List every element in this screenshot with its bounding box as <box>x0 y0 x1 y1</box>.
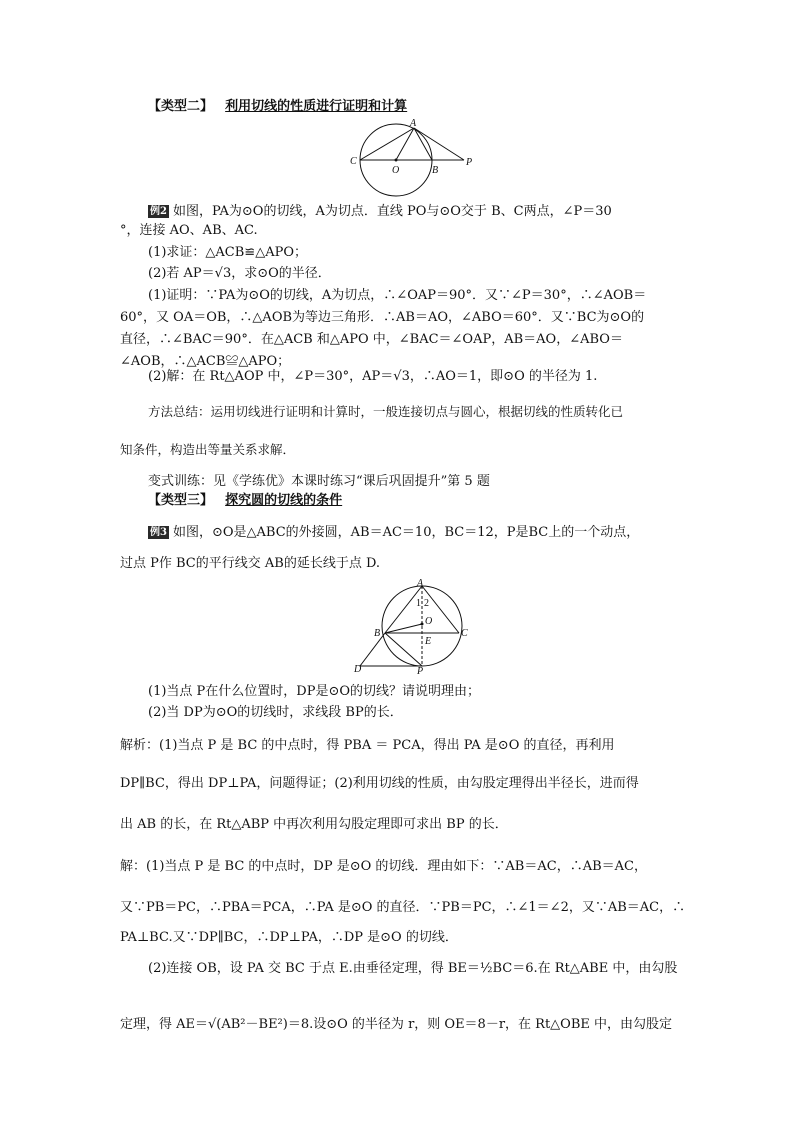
variant-training: 变式训练：见《学练优》本课时练习“课后巩固提升”第 5 题 <box>148 474 490 489</box>
center-dot <box>421 623 424 626</box>
example2-solution-5: (2)解：在 Rt△AOP 中，∠P＝30°，AP＝√3，∴AO＝1，即⊙O 的半径为 1. <box>148 369 598 384</box>
answer-2: 又∵PB＝PC，∴PBA＝PCA，∴PA 是⊙O 的直径．∵PB＝PC，∴∠1＝∠2，又∵AB＝AC，∴ <box>120 900 686 915</box>
example2-solution-4: ∠AOB，∴△ACB≌△APO； <box>120 354 291 369</box>
label-c: C <box>350 156 357 167</box>
example3-line1: 例3 如图，⊙O是△ABC的外接圆，AB＝AC＝10，BC＝12，P是BC上的一个动点， <box>150 525 640 540</box>
example2-q2: (2)若 AP＝√3，求⊙O的半径． <box>148 266 331 281</box>
label-a: A <box>417 578 424 589</box>
example2-solution-3: 直径，∴∠BAC＝90°．在△ACB 和△APO 中，∠BAC＝∠OAP，AB＝AO，∠ABO＝ <box>120 332 623 347</box>
example2-line1: 例2 如图，PA为⊙O的切线，A为切点．直线 PO与⊙O交于 B、C两点，∠P＝30 <box>150 204 612 219</box>
label-b: B <box>432 165 439 176</box>
example-badge: 例3 <box>150 527 167 538</box>
figure-circumcircle <box>350 578 480 677</box>
section-title: 探究圆的切线的条件 <box>225 493 343 508</box>
analysis-1: 解析：(1)当点 P 是 BC 的中点时，得 PBA ＝ PCA，得出 PA 是⊙O 的直径，再利用 <box>120 738 615 753</box>
label-e: E <box>425 636 432 647</box>
label-angle-2: 2 <box>424 598 429 609</box>
analysis-2: DP∥BC，得出 DP⊥PA，问题得证；(2)利用切线的性质，由勾股定理得出半径长，进而得 <box>120 776 639 791</box>
label-d: D <box>354 664 362 675</box>
answer-5: 定理，得 AE＝√(AB²－BE²)＝8.设⊙O 的半径为 r，则 OE＝8－r，在 Rt△OBE 中，由勾股定 <box>120 1017 673 1032</box>
section-heading-type2 <box>148 98 407 116</box>
section-tag: 【类型二】 <box>148 99 214 114</box>
label-p: P <box>466 157 473 168</box>
line-ab <box>385 586 422 633</box>
label-o: O <box>425 616 433 627</box>
section-title: 利用切线的性质进行证明和计算 <box>225 99 408 114</box>
label-p: P <box>417 666 424 677</box>
example2-line2: °，连接 AO、AB、AC. <box>120 223 258 238</box>
method-summary-1: 方法总结：运用切线进行证明和计算时，一般连接切点与圆心，根据切线的性质转化已 <box>148 404 624 419</box>
line-ac <box>360 128 414 160</box>
answer-1: 解：(1)当点 P 是 BC 的中点时，DP 是⊙O 的切线．理由如下：∵AB＝AC，∴AB＝AC， <box>120 859 647 874</box>
answer-3: PA⊥BC.又∵DP∥BC，∴DP⊥PA，∴DP 是⊙O 的切线． <box>120 930 458 945</box>
label-o: O <box>392 165 400 176</box>
figure-tangent-circle <box>346 116 476 200</box>
line-ab <box>414 128 432 160</box>
line-ap <box>414 128 464 160</box>
example2-q1: (1)求证：△ACB≌△APO； <box>148 245 307 260</box>
label-b: B <box>374 628 381 639</box>
example-badge: 例2 <box>150 206 167 217</box>
section-heading-type3 <box>148 492 342 510</box>
example2-solution-1: (1)证明：∵PA为⊙O的切线，A为切点，∴∠OAP＝90°．又∵∠P＝30°，∴∠AOB＝ <box>148 288 647 303</box>
line-bd <box>360 633 385 666</box>
example3-q2: (2)当 DP为⊙O的切线时，求线段 BP的长． <box>148 705 403 720</box>
example3-line2: 过点 P作 BC的平行线交 AB的延长线于点 D. <box>120 556 381 571</box>
example3-q1: (1)当点 P在什么位置时，DP是⊙O的切线？请说明理由； <box>148 684 481 699</box>
answer-4: (2)连接 OB，设 PA 交 BC 于点 E.由垂径定理，得 BE＝½BC＝6.在 Rt△ABE 中，由勾股 <box>148 961 678 976</box>
example2-solution-2: 60°，又 OA＝OB，∴△AOB为等边三角形．∴AB＝AO，∠ABO＝60°．又∵BC为⊙O的 <box>120 310 645 325</box>
analysis-3: 出 AB 的长，在 Rt△ABP 中再次利用勾股定理即可求出 BP 的长． <box>120 817 508 832</box>
label-angle-1: 1 <box>416 598 421 609</box>
center-dot <box>395 159 398 162</box>
label-c: C <box>461 628 468 639</box>
section-tag: 【类型三】 <box>148 493 214 508</box>
method-summary-2: 知条件，构造出等量关系求解． <box>120 442 296 457</box>
label-a: A <box>410 118 417 129</box>
